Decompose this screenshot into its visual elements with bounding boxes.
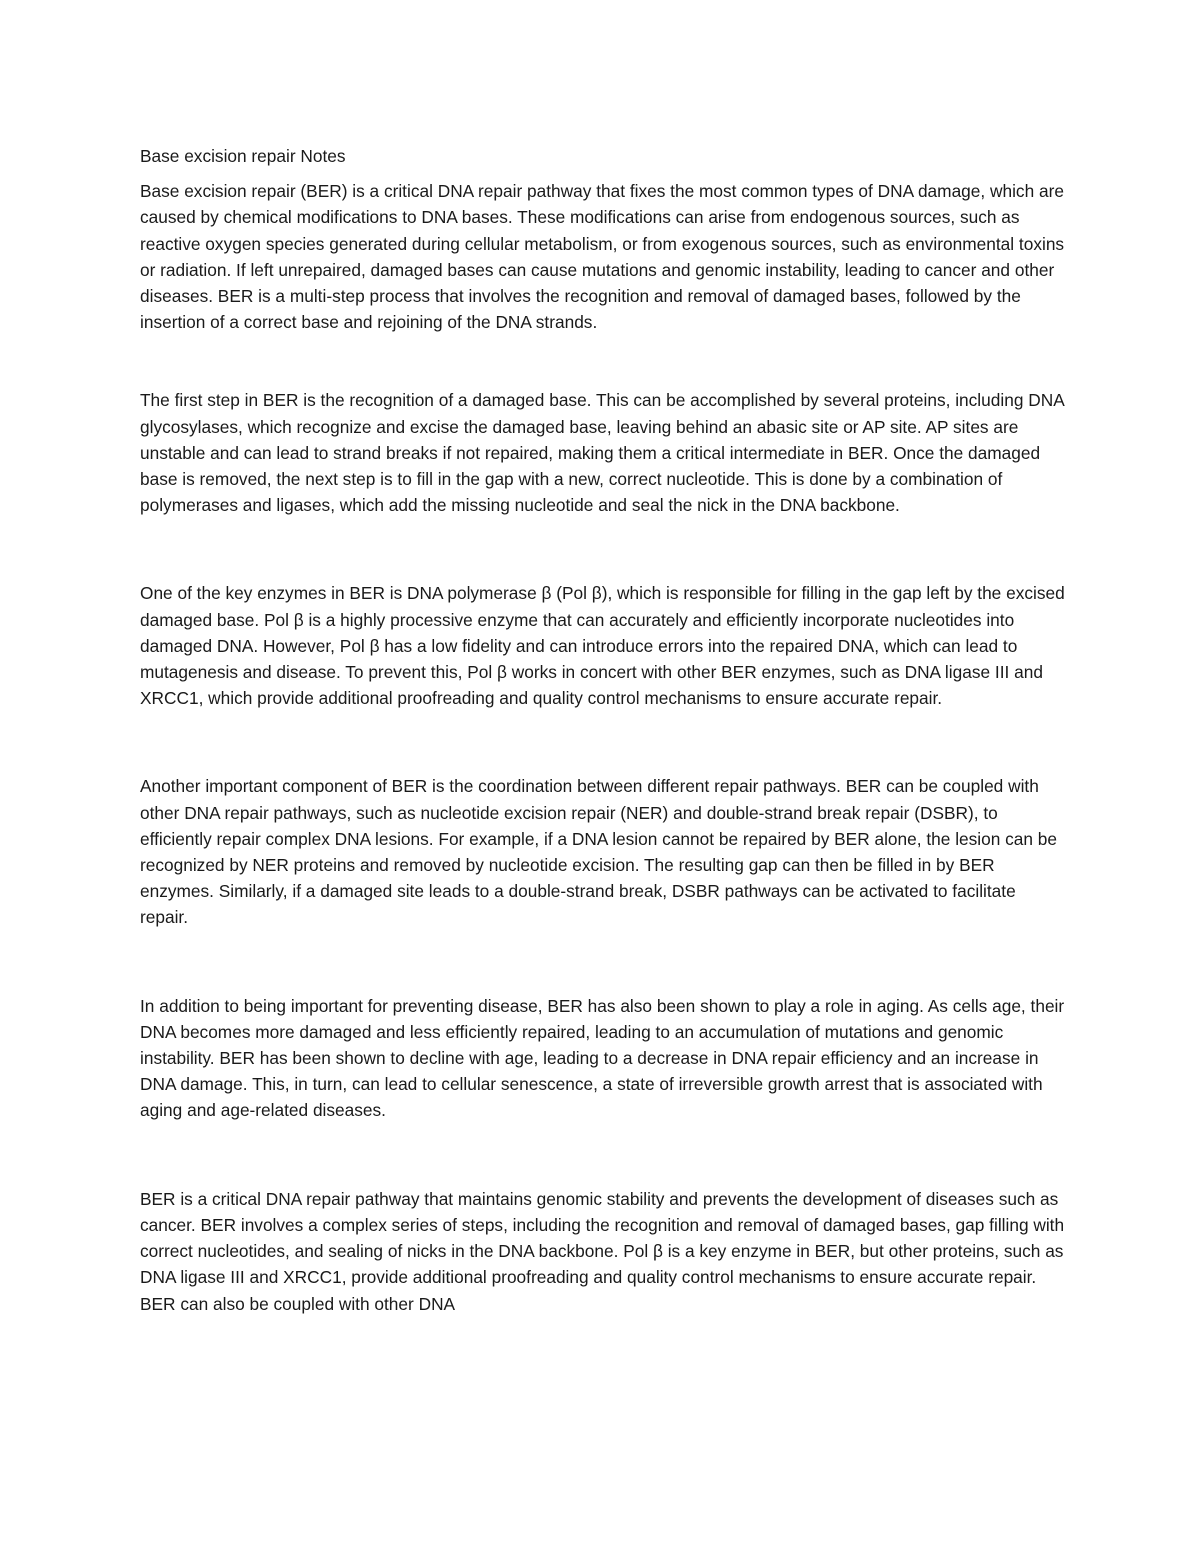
paragraph-pol-beta: One of the key enzymes in BER is DNA polymerase β (Pol β), which is responsible for filling in the gap left by the excised damaged base. Pol β is a highly processive enzyme that can accurately and efficiently incorporate nucleotides into damaged DNA. However, Pol β has a low fidelity and can introduce errors into the repaired DNA, which can lead to mutagenesis and disease. To prevent this, Pol β works in concert with other BER enzymes, such as DNA ligase III and XRCC1, which provide additional proofreading and quality control mechanisms to ensure accurate repair. xyxy=(140,583,1065,709)
paragraph-introduction: Base excision repair (BER) is a critical DNA repair pathway that fixes the most common types of DNA damage, which are caused by chemical modifications to DNA bases. These modifications can arise from endogenous sources, such as reactive oxygen species generated during cellular metabolism, or from exogenous sources, such as environmental toxins or radiation. If left unrepaired, damaged bases can cause mutations and genomic instability, leading to cancer and other diseases. BER is a multi-step process that involves the recognition and removal of damaged bases, followed by the insertion of a correct base and rejoining of the DNA strands. xyxy=(140,181,1065,333)
paragraph-summary: BER is a critical DNA repair pathway that maintains genomic stability and prevents the development of diseases such as cancer. BER involves a complex series of steps, including the recognition and removal of damaged bases, gap filling with correct nucleotides, and sealing of nicks in the DNA backbone. Pol β is a key enzyme in BER, but other proteins, such as DNA ligase III and XRCC1, provide additional proofreading and quality control mechanisms to ensure accurate repair. BER can also be coupled with other DNA xyxy=(140,1188,1065,1314)
paragraph-pathway-coordination: Another important component of BER is the coordination between different repair pathways. BER can be coupled with other DNA repair pathways, such as nucleotide excision repair (NER) and double-strand break repair (DSBR), to efficiently repair complex DNA lesions. For example, if a DNA lesion cannot be repaired by BER alone, the lesion can be recognized by NER proteins and removed by nucleotide excision. The resulting gap can then be filled in by BER enzymes. Similarly, if a damaged site leads to a double-strand break, DSBR pathways can be activated to facilitate repair. xyxy=(140,776,1058,928)
paragraph-aging: In addition to being important for preventing disease, BER has also been shown to play a role in aging. As cells age, their DNA becomes more damaged and less efficiently repaired, leading to an accumulation of mutations and genomic instability. BER has been shown to decline with age, leading to a decrease in DNA repair efficiency and an increase in DNA damage. This, in turn, can lead to cellular senescence, a state of irreversible growth arrest that is associated with aging and age-related diseases. xyxy=(140,995,1065,1121)
paragraph-recognition-step: The first step in BER is the recognition of a damaged base. This can be accomplished by several proteins, including DNA glycosylases, which recognize and excise the damaged base, leaving behind an abasic site or AP site. AP sites are unstable and can lead to strand breaks if not repaired, making them a critical intermediate in BER. Once the damaged base is removed, the next step is to fill in the gap with a new, correct nucleotide. This is done by a combination of polymerases and ligases, which add the missing nucleotide and seal the nick in the DNA backbone. xyxy=(140,390,1064,516)
document-body xyxy=(140,143,1065,1317)
document-title: Base excision repair Notes xyxy=(140,146,346,166)
